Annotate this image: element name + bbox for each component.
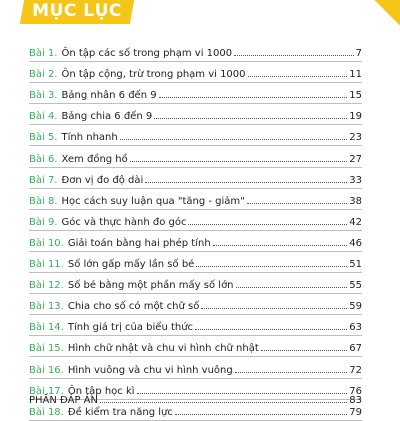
- lesson-title: Bảng nhân 6 đến 9: [61, 90, 157, 102]
- page-number: 59: [349, 301, 362, 313]
- toc-row[interactable]: [29, 294, 362, 315]
- toc-row[interactable]: [29, 104, 362, 125]
- dot-leader: [175, 414, 347, 415]
- lesson-number: Bài 14.: [29, 322, 64, 334]
- lesson-title: Hình chữ nhật và chu vi hình chữ nhật: [67, 343, 259, 355]
- page-number: 79: [349, 406, 362, 418]
- lesson-title: Số bé bằng một phần mấy số lớn: [67, 280, 234, 292]
- lesson-number: Bài 6.: [29, 153, 58, 165]
- page-number: 33: [349, 174, 362, 186]
- lesson-title: Giải toán bằng hai phép tính: [67, 237, 211, 249]
- lesson-title: Chia cho số có một chữ số: [67, 301, 200, 313]
- lesson-number: Bài 4.: [29, 111, 58, 123]
- dot-leader: [154, 118, 347, 119]
- page-number: 38: [349, 195, 362, 207]
- lesson-number: Bài 9.: [29, 216, 58, 228]
- page-number: 63: [349, 322, 362, 334]
- page-number: 19: [349, 111, 362, 123]
- toc-row[interactable]: [29, 252, 362, 273]
- answers-title: PHẦN ĐÁP ÁN: [29, 395, 98, 406]
- dot-leader: [188, 224, 347, 225]
- lesson-number: Bài 12.: [29, 280, 64, 292]
- lesson-title: Số lớn gấp mấy lần số bé: [67, 259, 195, 271]
- dot-leader: [235, 372, 348, 373]
- lesson-title: Góc và thực hành đo góc: [61, 216, 187, 228]
- page-number: 42: [349, 216, 362, 228]
- lesson-number: Bài 7.: [29, 174, 58, 186]
- page-title-banner: [20, 0, 134, 24]
- lesson-number: Bài 2.: [29, 69, 58, 81]
- page-number: 55: [349, 280, 362, 292]
- lesson-number: Bài 15.: [29, 343, 64, 355]
- toc-row[interactable]: [29, 336, 362, 357]
- dot-leader: [145, 182, 347, 183]
- lesson-title: Tính giá trị của biểu thức: [67, 322, 194, 334]
- lesson-number: Bài 8.: [29, 195, 58, 207]
- toc-row[interactable]: [29, 189, 362, 210]
- lesson-number: Bài 11.: [29, 259, 64, 271]
- toc-row[interactable]: [29, 62, 362, 83]
- page-number: 46: [349, 237, 362, 249]
- toc-row[interactable]: [29, 357, 362, 378]
- lesson-number: Bài 13.: [29, 301, 64, 313]
- lesson-number: Bài 16.: [29, 364, 64, 376]
- lesson-number: Bài 3.: [29, 90, 58, 102]
- toc-row[interactable]: [29, 210, 362, 231]
- corner-decoration: [375, 0, 400, 25]
- lesson-title: Ôn tập học kì: [67, 385, 135, 397]
- lesson-title: Học cách suy luận qua "tăng - giảm": [61, 195, 245, 207]
- table-of-contents: [29, 41, 362, 421]
- lesson-number: Bài 10.: [29, 237, 64, 249]
- lesson-title: Đơn vị đo độ dài: [61, 174, 144, 186]
- lesson-number: Bài 18.: [29, 406, 64, 418]
- toc-row[interactable]: [29, 315, 362, 336]
- dot-leader: [137, 393, 348, 394]
- page-number: 76: [349, 385, 362, 397]
- dot-leader: [159, 97, 348, 98]
- dot-leader: [120, 139, 348, 140]
- dot-leader: [248, 76, 348, 77]
- lesson-title: Bảng chia 6 đến 9: [61, 111, 153, 123]
- lesson-title: Xem đồng hồ: [61, 153, 128, 165]
- dot-leader: [195, 329, 347, 330]
- dot-leader: [261, 350, 347, 351]
- lesson-title: Ôn tập các số trong phạm vi 1000: [61, 48, 233, 60]
- page-number: 67: [349, 343, 362, 355]
- dot-leader: [100, 402, 347, 403]
- toc-row[interactable]: [29, 83, 362, 104]
- lesson-number: Bài 17.: [29, 385, 64, 397]
- lesson-number: Bài 1.: [29, 48, 58, 60]
- page-number: 11: [349, 69, 362, 81]
- page-number: 27: [349, 153, 362, 165]
- lesson-title: Tính nhanh: [61, 132, 118, 144]
- toc-row[interactable]: [29, 125, 362, 146]
- lesson-title: Ôn tập cộng, trừ trong phạm vi 1000: [61, 69, 246, 81]
- dot-leader: [130, 161, 348, 162]
- lesson-title: Đề kiểm tra năng lực: [67, 406, 173, 418]
- dot-leader: [196, 266, 347, 267]
- dot-leader: [234, 55, 354, 56]
- lesson-title: Hình vuông và chu vi hình vuông: [67, 364, 233, 376]
- answers-page-number: 83: [349, 395, 362, 406]
- page-number: 15: [349, 90, 362, 102]
- dot-leader: [236, 287, 348, 288]
- page-number: 72: [349, 364, 362, 376]
- page-number: 23: [349, 132, 362, 144]
- toc-row-answers[interactable]: [29, 395, 362, 409]
- toc-row[interactable]: [29, 231, 362, 252]
- lesson-number: Bài 5.: [29, 132, 58, 144]
- dot-leader: [247, 203, 348, 204]
- page-title: MỤC LỤC: [32, 1, 122, 21]
- toc-row[interactable]: [29, 273, 362, 294]
- dot-leader: [213, 245, 348, 246]
- toc-row[interactable]: [29, 146, 362, 167]
- page-number: 51: [349, 259, 362, 271]
- page-number: 7: [355, 48, 362, 60]
- toc-row[interactable]: [29, 41, 362, 62]
- toc-row[interactable]: [29, 168, 362, 189]
- dot-leader: [201, 308, 347, 309]
